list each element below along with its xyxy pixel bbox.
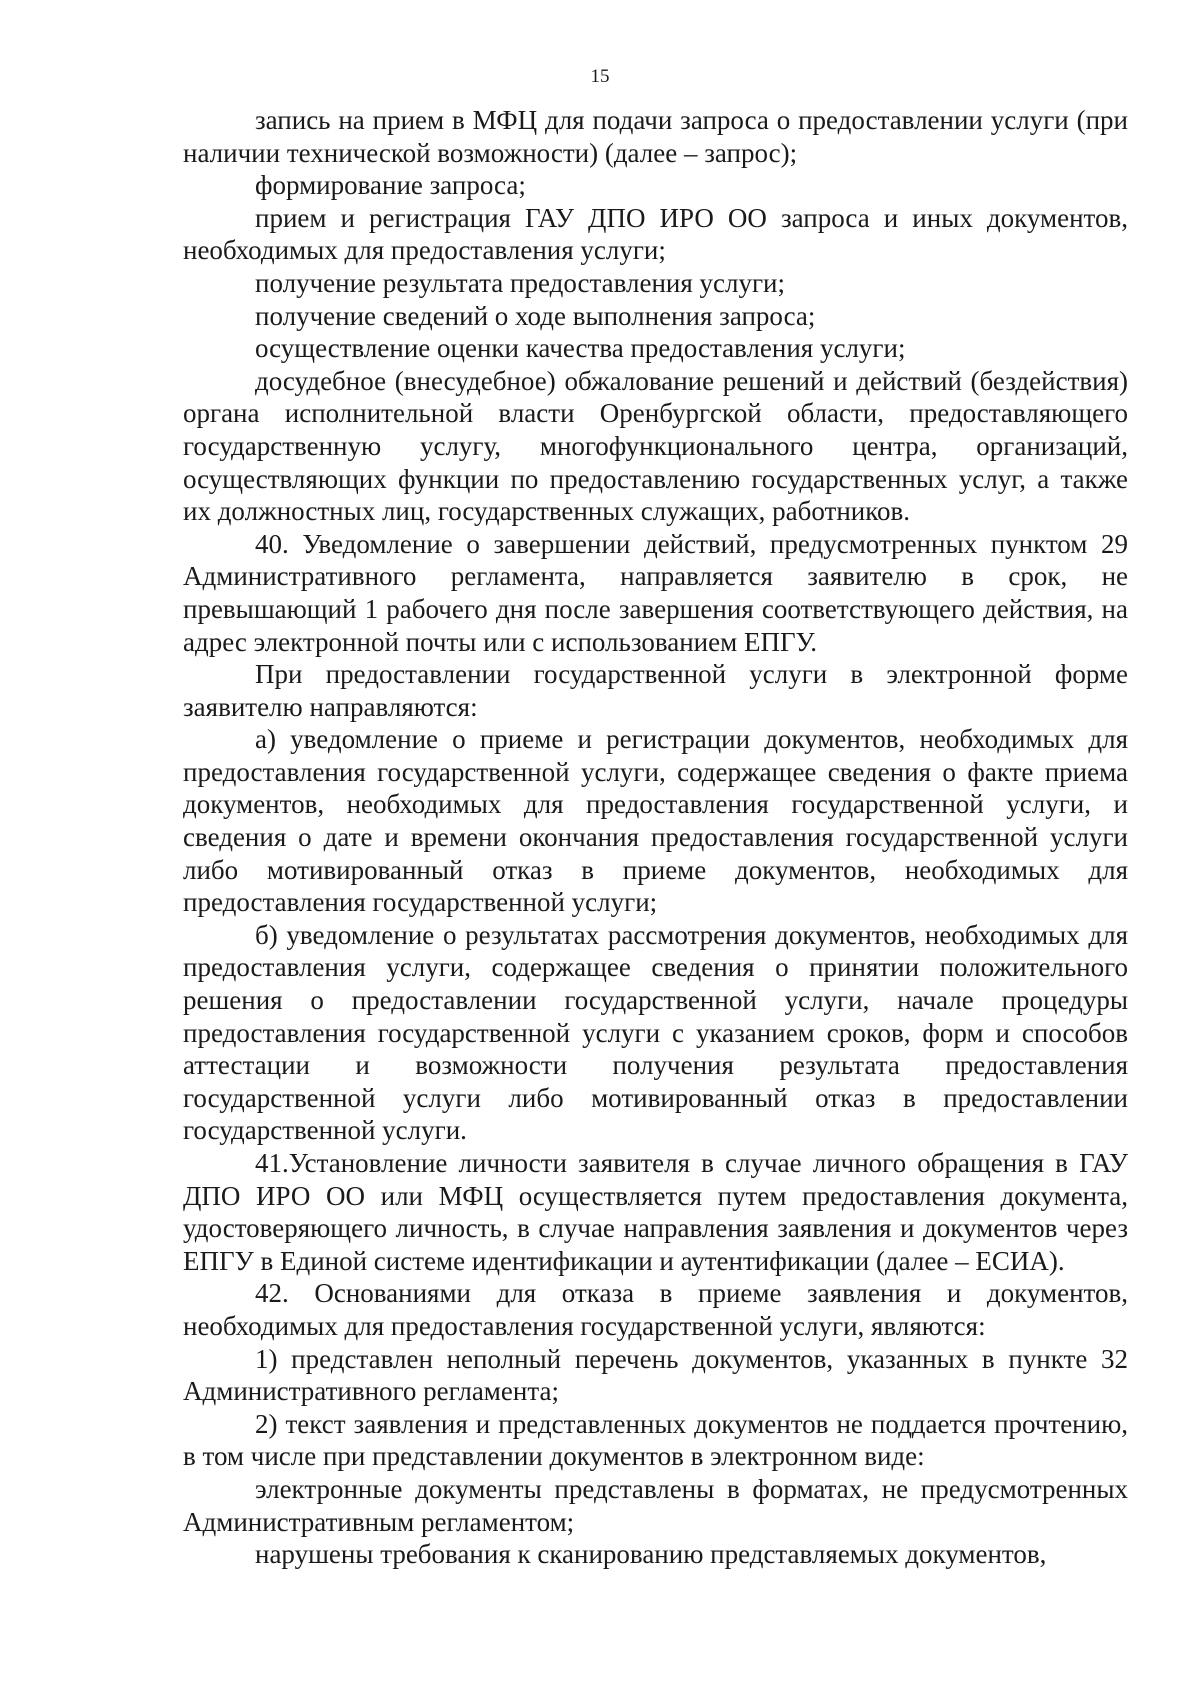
paragraph: формирование запроса; [255, 170, 526, 201]
paragraph: а) уведомление о приеме и регистрации документов, необходимых для предоставления государственной услуги, содержащее сведения о факте приема документов, необходимых для предоставления государственной услуги, и сведения о дате и времени окончания предоставления государственной услуги либо мотивированный отказ в приеме документов, необходимых для предоставления государственной услуги; [183, 724, 1128, 918]
paragraph: б) уведомление о результатах рассмотрения документов, необходимых для предоставления услуги, содержащее сведения о принятии положительного решения о предоставлении государственной услуги, начале процедуры предоставления государственной услуги с указанием сроков, форм и способов аттестации и возможности получения результата предоставления государственной услуги либо мотивированный отказ в предоставлении государственной услуги. [183, 919, 1128, 1146]
paragraph: получение сведений о ходе выполнения запроса; [255, 300, 816, 331]
paragraph: 40. Уведомление о завершении действий, предусмотренных пунктом 29 Административного регламента, направляется заявителю в срок, не превышающий 1 рабочего дня после завершения соответствующего действия, на адрес электронной почты или с использованием ЕПГУ. [183, 528, 1128, 657]
paragraph: нарушены требования к сканированию представляемых документов, [255, 1539, 1047, 1570]
paragraph: прием и регистрация ГАУ ДПО ИРО ОО запроса и иных документов, необходимых для предоставления услуги; [183, 202, 1128, 266]
paragraph: 42. Основаниями для отказа в приеме заявления и документов, необходимых для предоставления государственной услуги, являются: [183, 1278, 1128, 1341]
paragraph: получение результата предоставления услуги; [255, 267, 786, 298]
paragraph: При предоставлении государственной услуги в электронной форме заявителю направляются: [183, 659, 1128, 722]
paragraph: досудебное (внесудебное) обжалование решений и действий (бездействия) органа исполнительной власти Оренбургской области, предоставляющего государственную услугу, многофункционального центра, организаций, осуществляющих функции по предоставлению государственных услуг, а также их должностных лиц, государственных служащих, работников. [183, 365, 1128, 527]
paragraph: 1) представлен неполный перечень документов, указанных в пункте 32 Административного регламента; [183, 1343, 1128, 1407]
document-body [183, 104, 1128, 1571]
paragraph: запись на прием в МФЦ для подачи запроса о предоставлении услуги (при наличии технической возможности) (далее – запрос); [183, 105, 1128, 168]
paragraph: 2) текст заявления и представленных документов не поддается прочтению, в том числе при представлении документов в электронном виде: [183, 1408, 1128, 1472]
paragraph: 41.Установление личности заявителя в случае личного обращения в ГАУ ДПО ИРО ОО или МФЦ осуществляется путем предоставления документа, удостоверяющего личность, в случае направления заявления и документов через ЕПГУ в Единой системе идентификации и аутентификации (далее – ЕСИА). [183, 1148, 1128, 1276]
paragraph: электронные документы представлены в форматах, не предусмотренных Административным регламентом; [183, 1473, 1128, 1537]
paragraph: осуществление оценки качества предоставления услуги; [255, 333, 906, 364]
page-number: 15 [590, 66, 610, 87]
